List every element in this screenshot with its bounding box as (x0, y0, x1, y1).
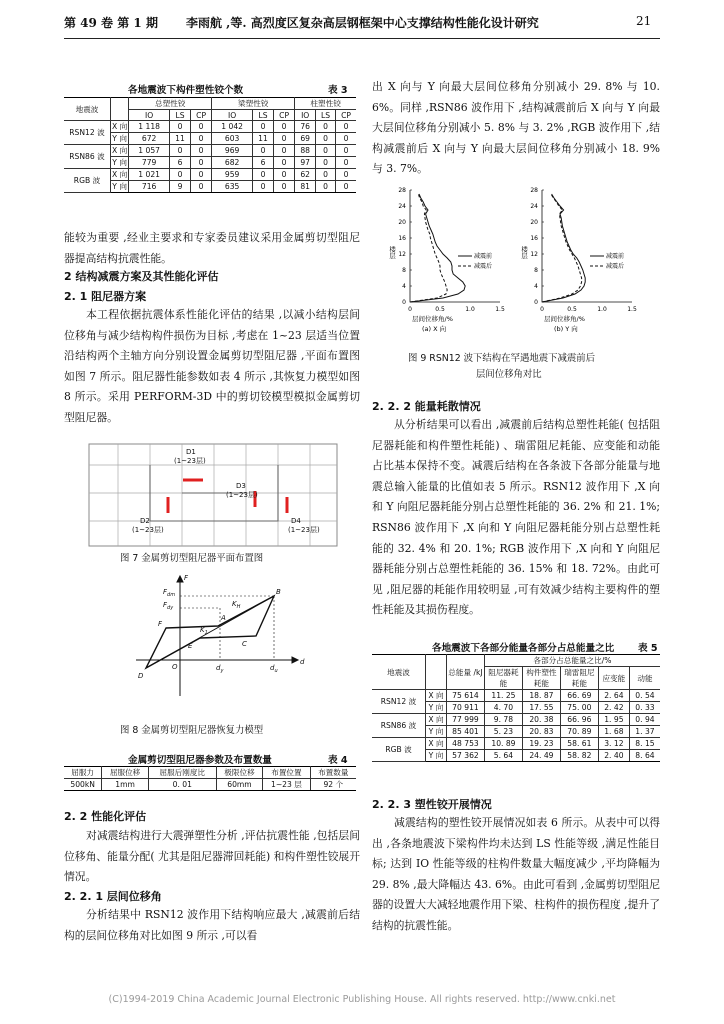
fig9-legend-label: 减震前 (474, 253, 493, 260)
table3-value-cell: 81 (295, 181, 316, 193)
section-2-2-1-heading: 2. 2. 1 层间位移角 (64, 890, 162, 903)
table3-value-cell: 0 (253, 169, 274, 181)
table3-value-cell: 0 (336, 145, 356, 157)
table5-header-group: 各部分占总能量之比/% (484, 655, 660, 667)
fig9-series-after (410, 194, 447, 302)
table5-value-cell: 0. 33 (629, 702, 660, 714)
table5-value-cell: 48 753 (446, 738, 484, 750)
table3-value-cell: 0 (336, 169, 356, 181)
table5-wave-cell: RSN12 波 (372, 690, 426, 714)
fig9-xtick: 1.0 (597, 306, 607, 313)
fig8-point-e: E (188, 642, 193, 650)
fig9-series-after (542, 194, 582, 302)
para-right-2: 从分析结果可以看出 ,减震前后结构总塑性耗能( 包括阻尼器耗能和构件塑性耗能) 、瑞雷阻尼耗能、应变能和动能占比基本保持不变。减震后结构在各条波下各部分能量与地震总输入能量的比值如表 5 所示。RSN12 波作用下 ,X 向和 Y 向阻尼器耗能分别占总塑性耗能的 36. 2% 和 21. 1%; RSN86 波作用下 ,X 向和 Y 向阻尼器耗能分别占总塑性耗能的 32. 4% 和 20. 1%; RGB 波作用下 ,X 向和 Y 向阻尼器耗能分别占总塑性耗能的 36. 15% 和 18. 72%。由此可见 ,阻尼器的耗能作用较明显 ,可有效减少结构主要构件的塑性耗能及其损伤程度。 (372, 418, 660, 617)
table5-value-cell: 24. 49 (522, 750, 560, 762)
fig9-legend-label: 减震后 (474, 263, 493, 270)
table3-group-header: 柱塑性铰 (295, 98, 356, 110)
fig8-fdm-label: $F_{dm}$ (163, 588, 176, 598)
table3-level-header: LS (170, 110, 191, 121)
fig9-ytick: 4 (534, 283, 538, 290)
table3-value-cell: 0 (336, 181, 356, 193)
figure-7-floor-plan (88, 443, 338, 547)
table5-value-cell: 77 999 (446, 714, 484, 726)
table5-value-cell: 5. 23 (484, 726, 522, 738)
table3-level-header: IO (212, 110, 253, 121)
table5-value-cell: 85 401 (446, 726, 484, 738)
table5-value-cell: 19. 23 (522, 738, 560, 750)
section-2-heading: 2 结构减震方案及其性能化评估 (64, 270, 219, 283)
table3-value-cell: 0 (316, 145, 336, 157)
table4-header-cell: 屈服位移 (102, 767, 149, 779)
fig9-series-before (410, 194, 465, 302)
table5-value-cell: 75 614 (446, 690, 484, 702)
fig7-label-d2-sub: (1~23层) (132, 526, 164, 534)
table3-value-cell: 0 (190, 181, 211, 193)
table5-value-cell: 57 362 (446, 750, 484, 762)
table4-header-cell: 屈服力 (64, 767, 102, 779)
figure-9-caption-line1: 图 9 RSN12 波下结构在罕遇地震下减震前后 (408, 353, 595, 364)
table5-value-cell: 58. 82 (560, 750, 598, 762)
table4 (64, 766, 356, 791)
fig7-label-d1: D1 (186, 448, 196, 456)
fig9-ytick: 12 (530, 251, 538, 258)
fig7-label-d3: D3 (236, 482, 246, 490)
fig9-xtick: 1.5 (627, 306, 637, 313)
table3-value-cell: 1 042 (212, 121, 253, 133)
fig9-ylabel: 楼层 (520, 246, 528, 259)
para-left-3: 对减震结构进行大震弹塑性分析 ,评估抗震性能 ,包括层间位移角、能量分配( 尤其是阻尼器滞回耗能) 和构件塑性铰展开情况。 (64, 829, 361, 884)
fig7-label-d1-sub: (1~23层) (174, 457, 206, 465)
table5-col-header: 构件塑性耗能 (522, 667, 560, 690)
fig9-xtick: 0 (540, 306, 544, 313)
table3-level-header: LS (253, 110, 274, 121)
fig9-xtick: 1.0 (465, 306, 475, 313)
table5-col-header: 阻尼器耗能 (484, 667, 522, 690)
fig8-point-f: F (158, 620, 163, 628)
table5-wave-cell: RSN86 波 (372, 714, 426, 738)
para-right-3: 减震结构的塑性铰开展情况如表 6 所示。从表中可以得出 ,各条地震波下梁构件均未达到 LS 性能等级 ,满足性能目标; 达到 IO 性能等级的柱构件数量大幅度减少 ,平均降幅为 29. 8% ,最大降幅达 43. 6%。由此可看到 ,金属剪切型阻尼器的设置大大减轻地震作用下梁、柱构件的损伤程度 ,提升了结构的抗震性能。 (372, 816, 660, 932)
table3-value-cell: 97 (295, 157, 316, 169)
table3 (64, 97, 356, 193)
table3-value-cell: 0 (336, 133, 356, 145)
table5-label: 表 5 (638, 643, 658, 654)
fig9-ytick: 24 (398, 203, 406, 210)
fig7-label-d2: D2 (140, 517, 150, 525)
fig9-panel (520, 187, 637, 333)
para-left-1: 能较为重要 ,经业主要求和专家委员建议采用金属剪切型阻尼器提高结构抗震性能。 (64, 231, 360, 265)
table4-value-cell: 500kN (64, 779, 102, 791)
table4-value-cell: 0. 01 (148, 779, 216, 791)
fig8-point-a: A (221, 614, 226, 622)
table5-dir-cell: Y 向 (426, 702, 447, 714)
table3-value-cell: 0 (273, 169, 294, 181)
table3-value-cell: 0 (190, 157, 211, 169)
fig9-legend-label: 减震后 (606, 263, 625, 270)
fig8-point-b: B (276, 588, 281, 596)
fig9-ytick: 8 (534, 267, 538, 274)
table3-value-cell: 0 (273, 133, 294, 145)
fig8-d-axis-label: d (300, 658, 305, 666)
fig8-x-arrow (292, 657, 298, 663)
table3-title: 各地震波下构件塑性铰个数 (128, 85, 244, 96)
table3-value-cell: 969 (212, 145, 253, 157)
table5-value-cell: 20. 38 (522, 714, 560, 726)
table5-dir-cell: Y 向 (426, 726, 447, 738)
table3-value-cell: 0 (316, 169, 336, 181)
fig8-dy-label: $d_y$ (216, 664, 224, 674)
table3-value-cell: 0 (253, 121, 274, 133)
table-row (372, 690, 660, 702)
table5-value-cell: 20. 83 (522, 726, 560, 738)
fig8-fdy-label: $F_{dy}$ (163, 601, 174, 611)
table3-value-cell: 0 (170, 169, 191, 181)
fig9-ytick: 20 (398, 219, 406, 226)
fig9-xtick: 1.5 (495, 306, 505, 313)
table3-dir-cell: Y 向 (112, 134, 127, 143)
fig7-label-d4: D4 (291, 517, 301, 525)
table5-dir-cell: X 向 (426, 714, 447, 726)
table3-value-cell: 0 (336, 121, 356, 133)
fig9-xlabel: 层间位移角/% (412, 315, 453, 323)
table5-value-cell: 0. 54 (629, 690, 660, 702)
table5-value-cell: 8. 64 (629, 750, 660, 762)
table5-value-cell: 1. 37 (629, 726, 660, 738)
section-2-2-heading: 2. 2 性能化评估 (64, 810, 147, 823)
table5-value-cell: 0. 94 (629, 714, 660, 726)
fig9-ylabel: 楼层 (388, 246, 396, 259)
para-left-4: 分析结果中 RSN12 波作用下结构响应最大 ,减震前后结构的层间位移角对比如图 9 所示 ,可以看 (64, 908, 360, 942)
table3-value-cell: 0 (316, 133, 336, 145)
table3-value-cell: 0 (190, 121, 211, 133)
table3-value-cell: 0 (273, 121, 294, 133)
figure-8-restoring-force-model (128, 572, 308, 700)
table3-level-header: CP (190, 110, 211, 121)
fig7-label-d3-sub: (1~23层) (226, 491, 258, 499)
fig9-legend-label: 减震前 (606, 253, 625, 260)
fig9-xtick: 0.5 (435, 306, 445, 313)
table5-value-cell: 70 911 (446, 702, 484, 714)
table3-value-cell: 0 (170, 121, 191, 133)
table3-value-cell: 1 118 (129, 121, 170, 133)
table5-value-cell: 70. 89 (560, 726, 598, 738)
table3-value-cell: 1 057 (129, 145, 170, 157)
table3-value-cell: 0 (170, 145, 191, 157)
fig8-du-label: $d_u$ (270, 664, 278, 674)
fig9-xlabel: 层间位移角/% (544, 315, 585, 323)
table3-value-cell: 635 (212, 181, 253, 193)
table4-header-cell: 布置数量 (310, 767, 356, 779)
fig9-ytick: 16 (530, 235, 538, 242)
table-row (64, 121, 356, 133)
table3-header-wave: 地震波 (64, 98, 111, 121)
table3-value-cell: 0 (336, 157, 356, 169)
fig8-y-arrow (177, 576, 183, 582)
fig9-xtick: 0.5 (567, 306, 577, 313)
fig9-axes (410, 190, 500, 302)
fig9-subcaption: (b) Y 向 (554, 325, 578, 333)
table4-title: 金属剪切型阻尼器参数及布置数量 (128, 755, 272, 766)
fig8-point-c: C (242, 640, 247, 648)
table5-header-wave: 地震波 (372, 655, 426, 690)
table3-value-cell: 0 (273, 181, 294, 193)
table5-dir-cell: Y 向 (426, 750, 447, 762)
section-2-2-3-heading: 2. 2. 3 塑性铰开展情况 (372, 798, 492, 811)
table5-header-total: 总能量 /kJ (446, 655, 484, 690)
table3-level-header: IO (129, 110, 170, 121)
table3-value-cell: 76 (295, 121, 316, 133)
fig9-xtick: 0 (408, 306, 412, 313)
table5-value-cell: 8. 15 (629, 738, 660, 750)
table5-value-cell: 11. 25 (484, 690, 522, 702)
table3-level-header: CP (273, 110, 294, 121)
header-rule (64, 38, 660, 39)
fig9-ytick: 8 (402, 267, 406, 274)
copyright-footer: (C)1994-2019 China Academic Journal Electronic Publishing House. All rights reserved. http://www.cnki.net (108, 994, 616, 1005)
table3-level-header: CP (336, 110, 356, 121)
figure-9-caption-line2: 层间位移角对比 (476, 369, 542, 380)
table3-value-cell: 603 (212, 133, 253, 145)
table5-col-header: 瑞雷阻尼耗能 (560, 667, 598, 690)
table5-wave-cell: RGB 波 (372, 738, 426, 762)
table5-value-cell: 2. 42 (598, 702, 629, 714)
table-row (372, 738, 660, 750)
table5-value-cell: 9. 78 (484, 714, 522, 726)
table3-wave-cell: RSN86 波 (64, 145, 111, 169)
table5-dir-cell: X 向 (426, 690, 447, 702)
table4-header-cell: 布置位置 (263, 767, 310, 779)
table-row (64, 169, 356, 181)
figure-7-caption: 图 7 金属剪切型阻尼器平面布置图 (120, 553, 264, 564)
table3-value-cell: 0 (253, 181, 274, 193)
fig9-ytick: 12 (398, 251, 406, 258)
fig9-ytick: 4 (402, 283, 406, 290)
table3-wave-cell: RGB 波 (64, 169, 111, 193)
table3-value-cell: 682 (212, 157, 253, 169)
section-2-2-2-heading: 2. 2. 2 能量耗散情况 (372, 400, 481, 413)
table5-title: 各地震波下各部分能量各部分占总能量之比 (432, 643, 615, 654)
table3-value-cell: 0 (316, 157, 336, 169)
table3-level-header: IO (295, 110, 316, 121)
table3-value-cell: 88 (295, 145, 316, 157)
table5-value-cell: 10. 89 (484, 738, 522, 750)
table3-dir-cell: X 向 (112, 146, 128, 155)
fig9-ytick: 24 (530, 203, 538, 210)
table3-value-cell: 1 021 (129, 169, 170, 181)
figure-9-drift-comparison (382, 184, 650, 342)
section-2-1-heading: 2. 1 阻尼器方案 (64, 290, 147, 303)
table5-value-cell: 58. 61 (560, 738, 598, 750)
table5-value-cell: 2. 64 (598, 690, 629, 702)
table3-value-cell: 0 (316, 181, 336, 193)
table3-dir-cell: X 向 (112, 122, 128, 131)
table3-level-header: LS (316, 110, 336, 121)
fig8-kh-label: $K_H$ (232, 600, 241, 610)
table3-dir-cell: X 向 (112, 170, 128, 179)
table3-value-cell: 11 (253, 133, 274, 145)
table3-value-cell: 9 (170, 181, 191, 193)
table5 (372, 654, 660, 762)
table4-header-cell: 屈服后刚度比 (148, 767, 216, 779)
fig8-k1-label: $K_1$ (200, 626, 208, 636)
fig9-series-before (542, 194, 585, 302)
table4-header-cell: 极限位移 (216, 767, 263, 779)
table5-dir-cell: X 向 (426, 738, 447, 750)
table3-dir-cell: Y 向 (112, 158, 127, 167)
fig9-ytick: 16 (398, 235, 406, 242)
table-row (372, 714, 660, 726)
table5-value-cell: 1. 95 (598, 714, 629, 726)
table5-value-cell: 66. 96 (560, 714, 598, 726)
table3-group-header: 梁塑性铰 (212, 98, 295, 110)
table5-value-cell: 1. 68 (598, 726, 629, 738)
figure-8-caption: 图 8 金属剪切型阻尼器恢复力模型 (120, 725, 264, 736)
fig8-point-d: D (138, 672, 144, 680)
table3-value-cell: 0 (190, 169, 211, 181)
fig9-ytick: 20 (530, 219, 538, 226)
table5-value-cell: 18. 87 (522, 690, 560, 702)
table5-col-header: 动能 (629, 667, 660, 690)
table-row (64, 145, 356, 157)
table3-value-cell: 0 (273, 145, 294, 157)
table5-value-cell: 66. 69 (560, 690, 598, 702)
table3-value-cell: 0 (190, 133, 211, 145)
page-number: 21 (636, 14, 652, 28)
table3-value-cell: 6 (170, 157, 191, 169)
table5-value-cell: 2. 40 (598, 750, 629, 762)
fig9-ytick: 28 (398, 187, 406, 194)
table3-label: 表 3 (328, 85, 348, 96)
table5-value-cell: 17. 55 (522, 702, 560, 714)
fig9-ytick: 28 (530, 187, 538, 194)
fig9-ytick: 0 (402, 299, 406, 306)
table3-value-cell: 959 (212, 169, 253, 181)
para-right-1: 出 X 向与 Y 向最大层间位移角分别减小 29. 8% 与 10. 6%。同样 ,RSN86 波作用下 ,结构减震前后 X 向与 Y 向最大层间位移角分别减小 5. 8% 与 3. 2% ,RGB 波作用下 ,结构减震前后 X 向与 Y 向最大层间位移角分别减小 18. 9% 与 3. 7%。 (372, 80, 660, 176)
table3-value-cell: 672 (129, 133, 170, 145)
table4-label: 表 4 (328, 755, 348, 766)
fig9-subcaption: (a) X 向 (422, 325, 447, 333)
table4-value-cell: 1~23 层 (263, 779, 310, 791)
table4-value-cell: 1mm (102, 779, 149, 791)
table3-value-cell: 0 (316, 121, 336, 133)
table5-value-cell: 75. 00 (560, 702, 598, 714)
table3-value-cell: 0 (273, 157, 294, 169)
fig9-panel (388, 187, 505, 333)
fig8-f-axis-label: F (184, 574, 189, 582)
table5-value-cell: 4. 70 (484, 702, 522, 714)
table3-value-cell: 11 (170, 133, 191, 145)
table4-value-cell: 92 个 (310, 779, 356, 791)
fig7-label-d4-sub: (1~23层) (288, 526, 320, 534)
table3-value-cell: 0 (190, 145, 211, 157)
fig9-axes (542, 190, 632, 302)
journal-volume: 第 49 卷 第 1 期 (64, 16, 158, 30)
table5-col-header: 应变能 (598, 667, 629, 690)
table3-value-cell: 716 (129, 181, 170, 193)
table3-value-cell: 6 (253, 157, 274, 169)
table3-value-cell: 69 (295, 133, 316, 145)
para-left-2: 本工程依据抗震体系性能化评估的结果 ,以减小结构层间位移角与减少结构构件损伤为目标 ,考虑在 1~23 层适当位置沿结构两个主轴方向分别设置金属剪切型阻尼器 ,平面布置图如图 7 所示。阻尼器性能参数如表 4 所示 ,其恢复力模型如图 8 所示。采用 PERFORM-3D 中的剪切铰模型模拟金属剪切型阻尼器。 (64, 308, 360, 424)
table3-wave-cell: RSN12 波 (64, 121, 111, 145)
fig8-origin-label: O (172, 663, 178, 671)
table4-value-cell: 60mm (216, 779, 263, 791)
table3-group-header: 总塑性铰 (129, 98, 212, 110)
table3-value-cell: 62 (295, 169, 316, 181)
table3-value-cell: 0 (253, 145, 274, 157)
fig9-ytick: 0 (534, 299, 538, 306)
table3-dir-cell: Y 向 (112, 182, 127, 191)
table5-value-cell: 5. 64 (484, 750, 522, 762)
table5-value-cell: 3. 12 (598, 738, 629, 750)
running-title: 李雨航 ,等. 高烈度区复杂高层钢框架中心支撑结构性能化设计研究 (186, 16, 539, 30)
table3-value-cell: 779 (129, 157, 170, 169)
